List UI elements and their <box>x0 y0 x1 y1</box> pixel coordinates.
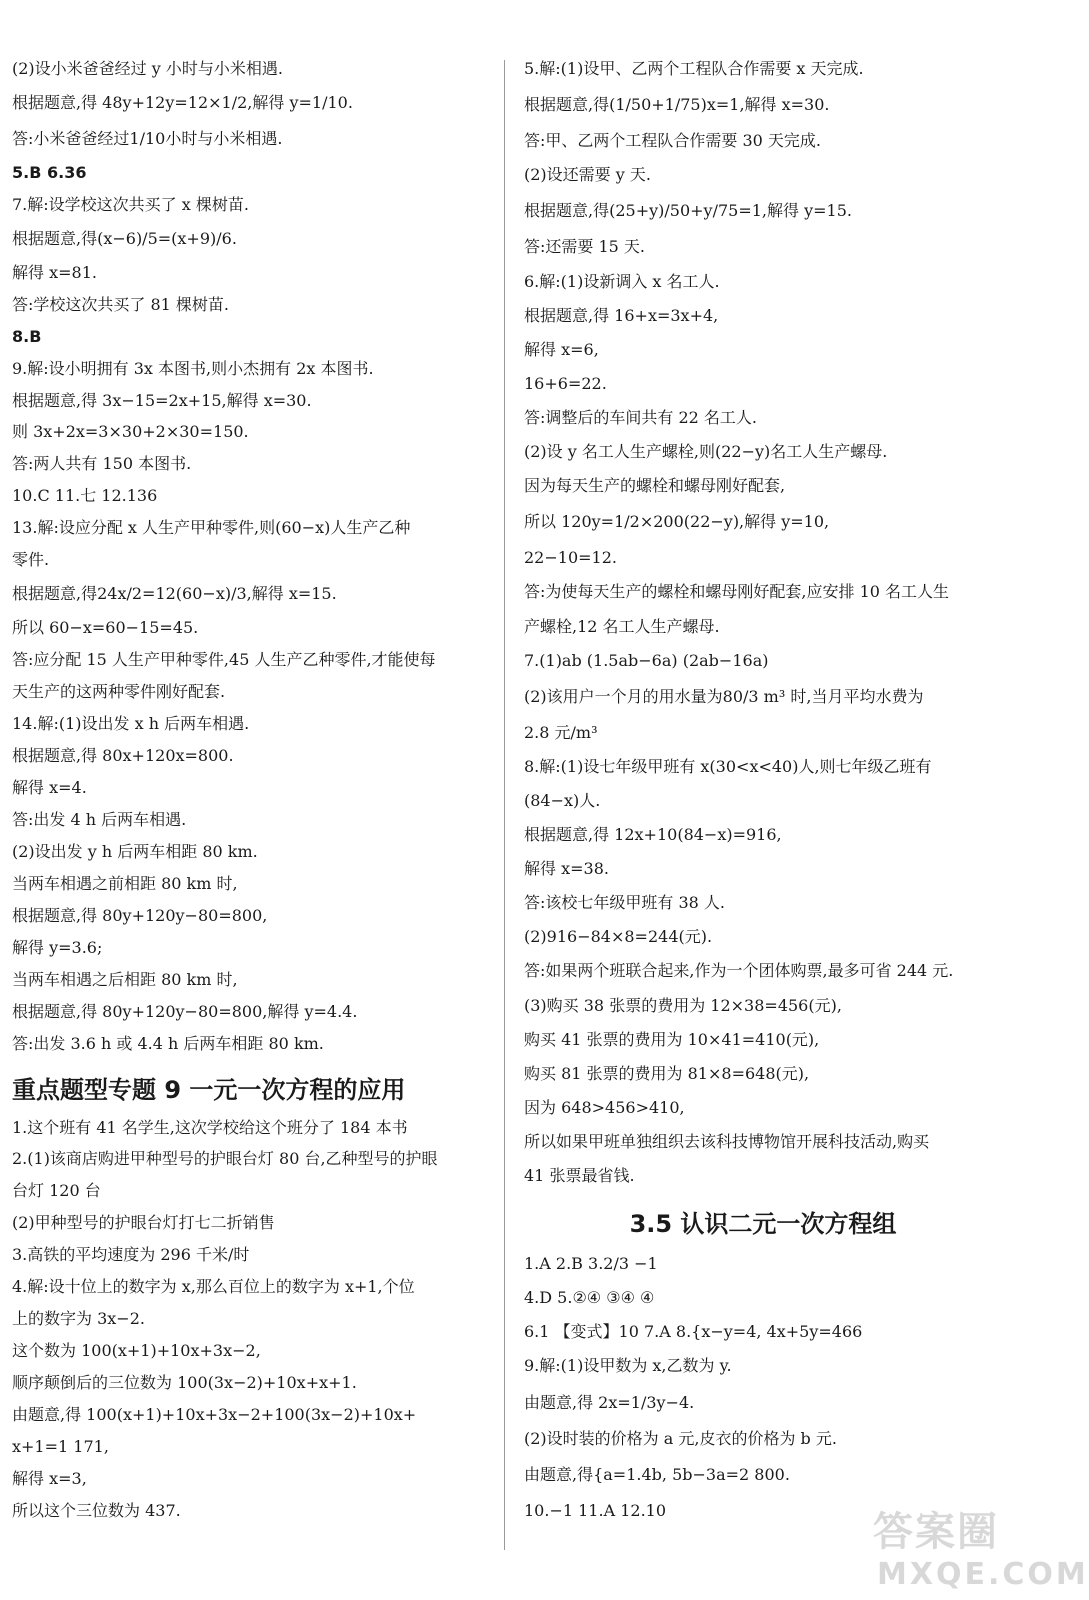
text-line: 所以如果甲班单独组织去该科技博物馆开展科技活动,购买 <box>524 1131 930 1151</box>
text-line: 当两车相遇之前相距 80 km 时, <box>12 873 238 893</box>
text-line: 因为 648>456>410, <box>524 1097 685 1117</box>
text-line: 10.C 11.七 12.136 <box>12 486 158 506</box>
watermark-cn: 答案圈 <box>873 1509 999 1555</box>
text-line: 根据题意,得 3x−15=2x+15,解得 x=30. <box>12 390 312 410</box>
text-line: 则 3x+2x=3×30+2×30=150. <box>12 422 249 442</box>
text-line: 根据题意,得24x/2=12(60−x)/3,解得 x=15. <box>12 584 337 604</box>
text-line: (2)甲种型号的护眼台灯打七二折销售 <box>12 1213 275 1233</box>
text-line: 因为每天生产的螺栓和螺母刚好配套, <box>524 476 786 496</box>
text-line: (2)设 y 名工人生产螺栓,则(22−y)名工人生产螺母. <box>524 442 888 462</box>
text-line: 8.解:(1)设七年级甲班有 x(30<x<40)人,则七年级乙班有 <box>524 756 932 776</box>
text-line: 当两车相遇之后相距 80 km 时, <box>12 969 238 989</box>
text-line: 5.B 6.36 <box>12 162 87 182</box>
text-line: (2)设小米爸爸经过 y 小时与小米相遇. <box>12 59 283 78</box>
text-line: (2)设时装的价格为 a 元,皮衣的价格为 b 元. <box>524 1428 837 1448</box>
text-line: 14.解:(1)设出发 x h 后两车相遇. <box>12 714 250 734</box>
text-line: 1.这个班有 41 名学生,这次学校给这个班分了 184 本书 <box>12 1117 408 1137</box>
text-line: 答:如果两个班联合起来,作为一个团体购票,最多可省 244 元. <box>524 961 954 981</box>
left-column <box>12 58 490 1522</box>
text-line: 2.(1)该商店购进甲种型号的护眼台灯 80 台,乙种型号的护眼 <box>12 1149 438 1169</box>
text-line: 答:出发 3.6 h 或 4.4 h 后两车相距 80 km. <box>12 1033 324 1053</box>
text-line: 产螺栓,12 名工人生产螺母. <box>524 616 720 636</box>
text-line: 答:两人共有 150 本图书. <box>12 454 192 474</box>
text-line: 根据题意,得 80x+120x=800. <box>12 746 234 766</box>
text-line: 答:应分配 15 人生产甲种零件,45 人生产乙种零件,才能使每 <box>12 650 436 670</box>
text-line: (2)设出发 y h 后两车相距 80 km. <box>12 841 258 861</box>
text-line: 答:调整后的车间共有 22 名工人. <box>524 407 758 427</box>
text-line: 零件. <box>12 550 50 570</box>
text-line: 5.解:(1)设甲、乙两个工程队合作需要 x 天完成. <box>524 59 864 78</box>
section-heading: 重点题型专题 9 一元一次方程的应用 <box>12 1075 406 1104</box>
text-line: 答:甲、乙两个工程队合作需要 30 天完成. <box>524 131 822 151</box>
text-line: 这个数为 100(x+1)+10x+3x−2, <box>12 1341 261 1361</box>
text-line: 由题意,得 2x=1/3y−4. <box>524 1392 695 1412</box>
text-line: 答:学校这次共买了 81 棵树苗. <box>12 294 230 314</box>
text-line: 根据题意,得 80y+120y−80=800, <box>12 905 268 925</box>
text-line: 8.B <box>12 326 42 346</box>
text-line: 所以 120y=1/2×200(22−y),解得 y=10, <box>524 512 830 532</box>
text-line: 根据题意,得 48y+12y=12×1/2,解得 y=1/10. <box>12 92 353 112</box>
watermark-en: MXQE.COM <box>877 1557 1089 1592</box>
section-heading: 3.5 认识二元一次方程组 <box>629 1210 897 1239</box>
text-line: 答:为使每天生产的螺栓和螺母刚好配套,应安排 10 名工人生 <box>524 582 950 602</box>
text-line: 根据题意,得 80y+120y−80=800,解得 y=4.4. <box>12 1001 358 1021</box>
text-line: 6.解:(1)设新调入 x 名工人. <box>524 271 720 291</box>
text-line: 购买 41 张票的费用为 10×41=410(元), <box>524 1029 820 1049</box>
text-line: 7.(1)ab (1.5ab−6a) (2ab−16a) <box>524 650 769 670</box>
text-line: 答:小米爸爸经过1/10小时与小米相遇. <box>12 128 283 148</box>
text-line: 根据题意,得(25+y)/50+y/75=1,解得 y=15. <box>524 201 852 221</box>
text-line: x+1=1 171, <box>12 1437 109 1457</box>
text-line: 购买 81 张票的费用为 81×8=648(元), <box>524 1063 810 1083</box>
text-line: 解得 x=3, <box>12 1468 87 1488</box>
text-line: 6.1 【变式】10 7.A 8.{x−y=4, 4x+5y=466 <box>524 1322 863 1342</box>
text-line: 由题意,得 100(x+1)+10x+3x−2+100(3x−2)+10x+ <box>12 1405 417 1425</box>
text-line: 9.解:(1)设甲数为 x,乙数为 y. <box>524 1356 732 1376</box>
text-line: 答:还需要 15 天. <box>524 237 646 257</box>
text-line: 答:该校七年级甲班有 38 人. <box>524 893 726 913</box>
text-line: 所以 60−x=60−15=45. <box>12 618 199 638</box>
right-column <box>524 58 1002 1522</box>
text-line: 16+6=22. <box>524 373 607 393</box>
text-line: 解得 x=81. <box>12 262 97 282</box>
text-line: 解得 x=6, <box>524 339 599 359</box>
text-line: (2)该用户一个月的用水量为80/3 m³ 时,当月平均水费为 <box>524 686 924 706</box>
text-line: 2.8 元/m³ <box>524 722 598 742</box>
text-line: 天生产的这两种零件刚好配套. <box>12 682 226 702</box>
text-line: 10.−1 11.A 12.10 <box>524 1500 667 1520</box>
text-line: 台灯 120 台 <box>12 1181 101 1201</box>
text-line: 22−10=12. <box>524 548 617 568</box>
text-line: 由题意,得{a=1.4b, 5b−3a=2 800. <box>524 1464 790 1484</box>
text-line: 答:出发 4 h 后两车相遇. <box>12 809 187 829</box>
text-line: 解得 x=38. <box>524 859 609 879</box>
text-line: 顺序颠倒后的三位数为 100(3x−2)+10x+x+1. <box>12 1373 357 1393</box>
text-line: 解得 y=3.6; <box>12 937 103 957</box>
watermark-logo <box>867 1500 1089 1592</box>
text-line: 根据题意,得(1/50+1/75)x=1,解得 x=30. <box>524 95 830 115</box>
text-line: 所以这个三位数为 437. <box>12 1500 181 1520</box>
text-line: 上的数字为 3x−2. <box>12 1309 145 1329</box>
text-line: 41 张票最省钱. <box>524 1166 635 1185</box>
text-line: 1.A 2.B 3.2/3 −1 <box>524 1254 658 1274</box>
text-line: 根据题意,得(x−6)/5=(x+9)/6. <box>12 228 237 248</box>
text-line: (84−x)人. <box>524 790 601 810</box>
text-line: 3.高铁的平均速度为 296 千米/时 <box>12 1245 250 1265</box>
text-line: (2)916−84×8=244(元). <box>524 927 713 947</box>
text-line: 4.D 5.②④ ③④ ④ <box>524 1288 655 1308</box>
text-line: 根据题意,得 12x+10(84−x)=916, <box>524 825 782 845</box>
text-line: 13.解:设应分配 x 人生产甲种零件,则(60−x)人生产乙种 <box>12 518 411 538</box>
column-divider <box>504 60 505 1550</box>
text-line: 解得 x=4. <box>12 777 87 797</box>
text-line: 7.解:设学校这次共买了 x 棵树苗. <box>12 194 249 214</box>
text-line: 4.解:设十位上的数字为 x,那么百位上的数字为 x+1,个位 <box>12 1277 415 1297</box>
text-line: 9.解:设小明拥有 3x 本图书,则小杰拥有 2x 本图书. <box>12 358 374 378</box>
text-line: (2)设还需要 y 天. <box>524 165 651 185</box>
text-line: (3)购买 38 张票的费用为 12×38=456(元), <box>524 995 842 1015</box>
text-line: 根据题意,得 16+x=3x+4, <box>524 305 719 325</box>
